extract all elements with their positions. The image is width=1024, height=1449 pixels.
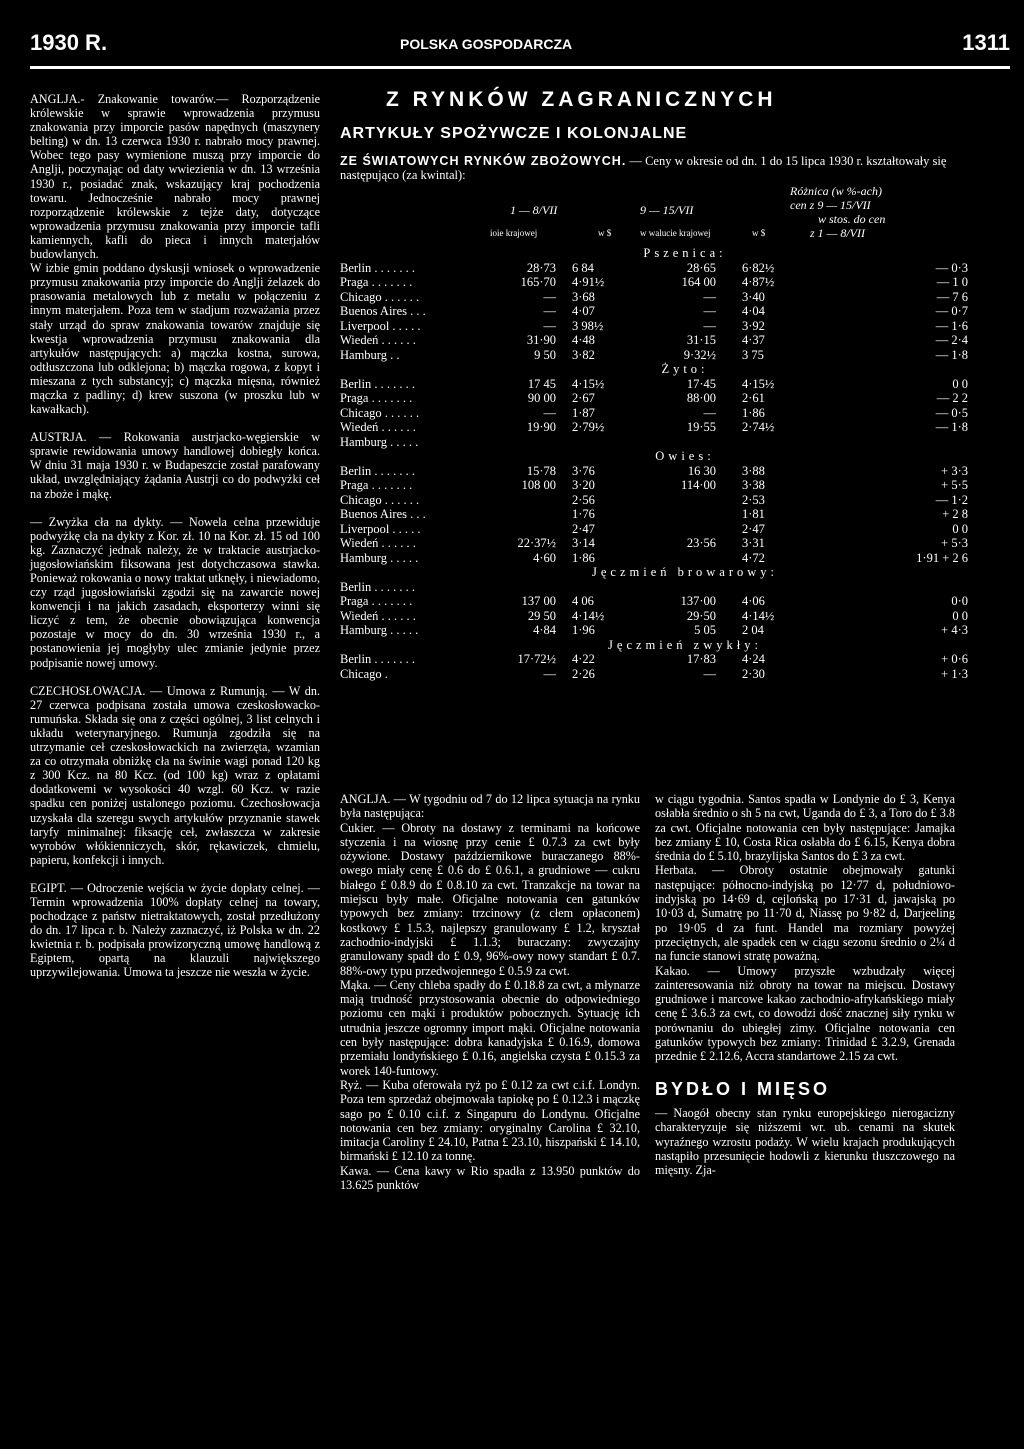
price-cell: 3·40 <box>742 289 765 304</box>
price-cell: — 1·6 <box>935 318 968 333</box>
price-cell: — <box>703 304 716 318</box>
price-cell: 2·74½ <box>742 420 775 434</box>
left-column <box>30 92 320 980</box>
price-cell <box>646 507 716 522</box>
table-row <box>340 507 990 522</box>
market-name: Chicago . . . . . . <box>340 492 420 507</box>
market-name: Wiedeń . . . . . . <box>340 333 416 347</box>
price-cell: 4·22 <box>572 652 595 666</box>
section-heading-cell: Pszenica: <box>643 246 727 260</box>
price-cell: 3·82 <box>572 347 595 362</box>
price-cell: 23·56 <box>686 536 716 550</box>
market-name: Praga . . . . . . . <box>340 391 413 405</box>
sub-local-1: ioie krajowej <box>490 228 538 238</box>
header-diff-2: cen z 9 — 15/VII <box>790 198 871 212</box>
price-cell: 0 0 <box>952 521 968 536</box>
table-row <box>340 420 990 435</box>
price-cell: 4·15½ <box>572 376 605 391</box>
price-cell: 17·72½ <box>517 652 556 666</box>
paragraph-czechoslowacja: CZECHOSŁOWACJA. — Umowa z Rumunją. — W dn. 27 czerwca podpisana została umowa czeskosłowacko-rumuńska. Składa się ona z części ogólnej, 3 list celnych i układu weterynaryjnego. Rumunja zgodziła się na utrzymanie ceł czeskosłowackich na zwierzęta, wzamian za co otrzymała obniżkę cła na świnie wagi ponad 120 kg z 300 Kcz. na 80 Kcz. (od 100 kg) wraz z opłatami dodatkowemi w wysokości 40 wzgl. 60 Kcz. w razie spadku cen poniżej ustalonego poziomu. Czechosłowacja uzyskała dla szeregu swych artykułów przyznanie stawek taryfy minimalnej: fiksację ceł, zwłaszcza w zakresie wyrobów włókienniczych, skór, rękawiczek, chmielu, papieru, konfekcji i innych. <box>30 683 320 867</box>
price-cell: — <box>543 304 556 318</box>
intro-text: — Ceny w okresie od dn. 1 do 15 lipca 1930 r. kształtowały się następująco (za kwintal): <box>340 154 947 182</box>
market-name: Liverpool . . . . . <box>340 521 421 536</box>
page-number: 1311 <box>962 30 1010 55</box>
price-cell: 15·78 <box>526 463 556 478</box>
paragraph-herbata: Herbata. — Obroty ostatnie obejmowały gatunki następujące: północno-indyjską po 12·77 d, południowo-indyjską po 14·69 d, cejlońską po 17·31 d, jawajską po 10·03 d, Sumatrę po 11·70 d, Niassę po 9·82 d, Darjeeling po 19·05 d za funt. Handel ma rozmiary powyżej przeciętnych, ale spadek cen w ciągu sezonu średnio o 2¼ d na funcie stanowi stratę poważną. <box>655 863 955 964</box>
table-section-heading <box>340 565 990 580</box>
table-section-heading <box>340 246 990 261</box>
price-cell: + 1·3 <box>941 666 968 681</box>
paragraph-anglja: ANGLJA.- Znakowanie towarów.— Rozporządzenie królewskie w sprawie wprowadzenia przymusu znakowania przy imporcie pasów napędnych (maszynery belting) w dn. 13 czerwca 1930 r. nabrało mocy prawnej. Wobec tego pasy wymienione muszą przy imporcie do Anglji, poczynając od daty wwiezienia w dn. 13 września 1930 r., posiadać znak, wskazujący kraj pochodzenia towaru. Jednocześnie nabrało mocy prawnej rozporządzenie królewskie z tejże daty, dotyczące wprowadzenia przymusu znakowania przy imporcie tafli kamiennych, kafli do pieca i innych materjałów budowlanych. <box>30 92 320 262</box>
paragraph-anglja-2: W izbie gmin poddano dyskusji wniosek o wprowadzenie przymusu znakowania przy imporcie do Anglji żelazek do prasowania metalowych lub z metalu w połączeniu z innym materjałem. Poza tem w stadjum rozważania przez stały urząd do spraw znakowania towarów znajduje się kwestja wprowadzenia przymusu znakowania dla artykułów następujących: a) mączka kostna, surowa, odtłuszczona lub odklejona; b) mączka rogowa, z kopyt i mieszana z tych substancyj; c) mączka mięsna, również mączka z padliny; d) krew suszona (w proszku lub w kawałkach). <box>30 261 320 417</box>
price-cell: 4·24 <box>742 652 765 666</box>
table-row <box>340 623 990 638</box>
market-name: Buenos Aires . . . <box>340 507 426 521</box>
market-name: Berlin . . . . . . . <box>340 463 415 478</box>
table-row <box>340 464 990 479</box>
header-rule <box>30 66 1010 69</box>
price-cell: 0 0 <box>952 608 968 623</box>
price-cell: — 2 2 <box>936 391 968 405</box>
price-cell: + 4·3 <box>941 623 968 637</box>
price-cell: 9·32½ <box>683 347 716 362</box>
price-cell: 4·07 <box>572 304 595 318</box>
middle-column <box>340 792 640 1192</box>
price-cell: 2·26 <box>572 666 595 681</box>
price-cell: — <box>703 289 716 304</box>
price-cell: + 0·6 <box>941 652 968 666</box>
price-cell <box>646 522 716 537</box>
price-cell: 2 04 <box>742 623 764 637</box>
market-name: Berlin . . . . . . . <box>340 376 415 391</box>
table-section-heading <box>340 638 990 653</box>
market-name: Wiedeń . . . . . . <box>340 420 416 434</box>
price-cell: — 7 6 <box>936 289 968 304</box>
table-row <box>340 667 990 682</box>
price-cell: 4·14½ <box>742 608 775 623</box>
price-cell: 17·45 <box>686 376 716 391</box>
price-cell: 4·72 <box>742 550 765 565</box>
price-cell: 165·70 <box>520 275 556 289</box>
price-cell: — 1·2 <box>935 492 968 507</box>
table-row <box>340 377 990 392</box>
price-cell: — <box>703 318 716 333</box>
table-section-heading <box>340 362 990 377</box>
price-cell <box>490 493 562 508</box>
price-cell: 4·87½ <box>742 275 775 289</box>
price-cell: 108 00 <box>521 478 556 492</box>
price-cell: 3·76 <box>572 463 595 478</box>
price-cell: 29 50 <box>527 608 556 623</box>
table-row <box>340 435 990 450</box>
price-cell: 17 45 <box>527 376 556 391</box>
header-journal: POLSKA GOSPODARCZA <box>400 36 573 52</box>
paragraph-egipt: EGIPT. — Odroczenie wejścia w życie dopłaty celnej. — Termin wprowadzenia 100% dopłaty celnej na towary, pochodzące z państw nietraktatowych, został przedłużony do dn. 17 lipca r. b. Należy zaznaczyć, iż Polska w dn. 22 kwietnia r. b. podpisała prowizoryczną umowę handlową z Egiptem, opartą na klauzuli największego uprzywilejowania. Umowa ta jeszcze nie weszła w życie. <box>30 880 320 980</box>
price-cell: 3·68 <box>572 289 595 304</box>
price-cell: 3·14 <box>572 536 595 550</box>
table-row <box>340 478 990 493</box>
price-cell: 0 0 <box>952 376 968 391</box>
price-cell: + 5·3 <box>941 536 968 550</box>
table-row <box>340 348 990 363</box>
price-cell: 1·81 <box>742 507 765 521</box>
section-subtitle: ARTYKUŁY SPOŻYWCZE I KOLONJALNE <box>340 125 688 142</box>
price-cell: 3·88 <box>742 463 765 478</box>
price-cell: 137 00 <box>521 594 556 608</box>
market-name: Hamburg . . . . . <box>340 550 419 565</box>
market-name: Hamburg . . . . . <box>340 623 419 637</box>
sub-usd-2: w $ <box>752 228 766 238</box>
price-cell: 1·86 <box>742 405 765 420</box>
price-cell: — 2·4 <box>935 333 968 347</box>
price-cell: 1·91 + 2 6 <box>916 550 968 565</box>
table-row <box>340 522 990 537</box>
table-section-heading <box>340 449 990 464</box>
price-cell: 28·65 <box>686 260 716 275</box>
price-cell: 29·50 <box>686 608 716 623</box>
paragraph-ryz: Ryż. — Kuba oferowała ryż po £ 0.12 za cwt c.i.f. Londyn. Poza tem sprzedaż obejmowała tapiokę po £ 0.12.3 i mączkę sago po £ 0.10 c.i.f. z Singapuru do Londynu. Oficjalne notowania cen bez zmiany: oryginalny Carolina £ 32.10, imitacja Caroliny £ 24.10, Patna £ 23.10, hiszpański £ 14.10, birmański £ 12.10 za tonnę. <box>340 1077 640 1164</box>
table-header <box>340 184 990 244</box>
price-cell <box>562 435 646 450</box>
table-row <box>340 275 990 290</box>
price-cell <box>820 435 990 450</box>
section-intro <box>340 154 980 182</box>
price-cell: 4·06 <box>742 594 765 608</box>
price-cell: 3 75 <box>742 347 764 362</box>
right-column <box>655 792 955 1177</box>
paragraph-kakao: Kakao. — Umowy przyszłe wzbudzały więcej zainteresowania niż obroty na towar na miejscu. Dostawy grudniowe i marcowe kakao zachodnio-afrykańskiego miały cenę £ 3.6.3 za cwt, co dowodzi dość znacznej siły rynku w porównaniu do ubiegłej zimy. Oficjalne notowania cen gatunków typowych bez zmiany: Trinidad £ 3.2.9, Grenada przednie £ 2.12.6, Accra standartowe 2.15 za cwt. <box>655 963 955 1064</box>
price-cell <box>646 580 716 595</box>
paragraph-meat: — Naogół obecny stan rynku europejskiego nierogacizny charakteryzuje się niższemi wr. ub. cenami na skutek wyraźnego wzrostu podaży. W wielu krajach produkujących nastąpiło przesunięcie hodowli z kierunku tłuszczowego na mięsny. Zja- <box>655 1105 955 1178</box>
price-cell: 3·92 <box>742 318 765 333</box>
market-name: Chicago . . . . . . <box>340 405 420 420</box>
market-name: Chicago . . . . . . <box>340 289 420 304</box>
price-cell: 2·47 <box>572 521 595 536</box>
price-cell: 28·73 <box>526 260 556 275</box>
header-diff-4: z 1 — 8/VII <box>810 226 865 240</box>
price-cell: 3·38 <box>742 478 765 492</box>
paragraph-cukier: Cukier. — Obroty na dostawy z terminami na końcowe styczenia i na wiosnę przy cenie £ 0.7.3 za cwt były ożywione. Dostawy październikowe buraczanego 88%-owego miały cenę £ 0.6 do £ 0.6.1, a grudniowe — cukru białego £ 0.8.9 do £ 0.8.10 za cwt. Tranzakcje na towar na miejscu były małe. Oficjalne notowania cen gatunków typowych bez zmiany: trzcinowy (z cłem opłaconem) kostkowy £ 1.5.3, najlepszy granulowany £ 1.2, kryształ zachodnio-indyjski £ 1.1.3; buraczany: zwyczajny granulowany spadł do £ 0.9, 96%-owy nowy standart £ 0.7. 88%-owy typu przedwojennego £ 0.5.9 za cwt. <box>340 820 640 978</box>
table-row <box>340 594 990 609</box>
table-row <box>340 493 990 508</box>
price-cell: 2·79½ <box>572 420 605 434</box>
price-cell: 3·31 <box>742 536 765 550</box>
price-cell <box>716 435 820 450</box>
intro-head: ZE ŚWIATOWYCH RYNKÓW ZBOŻOWYCH. <box>340 154 627 168</box>
table-row <box>340 304 990 319</box>
section-heading-cell: Żyto: <box>661 362 709 376</box>
paragraph-austrja-dykty: — Zwyżka cła na dykty. — Nowela celna przewiduje podwyżkę cła na dykty z Kor. zł. 10 na Kor. zł. 15 od 100 kg. Zaznaczyć jednak należy, że w traktacie austrjacko-jugosłowiańskim fiksowana jest dotychczasowa stawka. Ponieważ rokowania o nowy traktat utknęły, i niewiadomo, czy rząd jugosłowiański zgodzi się na zawarcie nowej konwencji i na jakich zasadach, eksporterzy winni się liczyć z tem, że obecnie obowiązująca konwencja pozostaje w mocy do dn. 30 września 1930 r., a postanowienia jej mogłyby ulec zmianie jedynie przez podpisanie nowej umowy. <box>30 514 320 670</box>
price-cell: 6 84 <box>572 260 594 275</box>
price-cell: 19·55 <box>686 420 716 434</box>
price-cell: 6·82½ <box>742 260 775 275</box>
price-cell: 22·37½ <box>517 536 556 550</box>
price-cell <box>490 522 562 537</box>
price-cell: 1·96 <box>572 623 595 637</box>
price-cell: 5 05 <box>694 623 716 637</box>
table-row <box>340 652 990 667</box>
market-name: Praga . . . . . . . <box>340 478 413 492</box>
price-cell <box>562 580 646 595</box>
market-name: Chicago . <box>340 666 388 681</box>
table-row <box>340 290 990 305</box>
price-cell: — 0·3 <box>935 260 968 275</box>
price-cell: — 1·8 <box>935 420 968 434</box>
price-cell: 4·60 <box>533 550 556 565</box>
table-row <box>340 391 990 406</box>
section-heading-cell: Jęczmień zwykły: <box>608 637 762 652</box>
price-cell: 3·20 <box>572 478 595 492</box>
header-diff: Różnica (w %-ach) <box>790 184 882 198</box>
market-name: Berlin . . . . . . . <box>340 652 415 666</box>
price-cell: 2·56 <box>572 492 595 507</box>
price-cell: 2·30 <box>742 666 765 681</box>
market-name: Praga . . . . . . . <box>340 594 413 608</box>
sub-local-2: w walucie krajowej <box>640 228 711 238</box>
price-cell: — <box>543 405 556 420</box>
market-name: Berlin . . . . . . . <box>340 579 415 594</box>
price-cell: 1·76 <box>572 507 595 521</box>
table-row <box>340 536 990 551</box>
price-cell: 16 30 <box>687 463 716 478</box>
price-cell: 4·04 <box>742 304 765 318</box>
price-cell: 4·37 <box>742 333 765 347</box>
price-cell: 4·91½ <box>572 275 605 289</box>
price-cell <box>490 435 562 450</box>
section-title: Z RYNKÓW ZAGRANICZNYCH <box>386 88 777 111</box>
price-cell: 4·15½ <box>742 376 775 391</box>
section-heading-cell: Owies: <box>655 449 715 463</box>
price-cell: 4·14½ <box>572 608 605 623</box>
price-cell: — <box>703 666 716 681</box>
price-cell: — 0·5 <box>935 405 968 420</box>
table-row <box>340 580 990 595</box>
market-name: Buenos Aires . . . <box>340 304 426 318</box>
price-cell <box>646 493 716 508</box>
paragraph-austrja: AUSTRJA. — Rokowania austrjacko-węgierskie w sprawie rewidowania umowy handlowej dobiegły końca. W dniu 31 maja 1930 r. w Budapeszcie został parafowany układ, uwzględniający żądania Austrji co do podwyżki ceł na zboże i mąkę. <box>30 430 320 501</box>
price-cell <box>490 507 562 522</box>
market-name: Liverpool . . . . . <box>340 318 421 333</box>
price-cell: 17·83 <box>686 652 716 666</box>
price-cell <box>716 580 820 595</box>
page-header <box>30 30 1010 64</box>
price-cell: — 0·7 <box>935 304 968 318</box>
paragraph-anglja-market: ANGLJA. — W tygodniu od 7 do 12 lipca sytuacja na rynku była następująca: <box>340 792 640 821</box>
market-name: Berlin . . . . . . . <box>340 260 415 275</box>
price-cell <box>490 580 562 595</box>
price-cell: 4·84 <box>533 623 556 637</box>
table-row <box>340 319 990 334</box>
price-cell: 31·15 <box>686 333 716 347</box>
market-name: Hamburg . . <box>340 347 400 362</box>
price-cell <box>646 551 716 566</box>
paragraph-maka: Mąka. — Ceny chleba spadły do £ 0.18.8 za cwt, a młynarze mają trudność przystosowania obecnie do odpowiedniego poziomu cen mąki i produktów pobocznych. Sytuację ich utrudnia jeszcze ogromny import mąki. Oficjalne notowania cen były następujące: dobra kanadyjska £ 0.16.9, domowa przemiału londyńskiego £ 0.16, angielska czysta £ 0.15.3 za worek 140-funtowy. <box>340 977 640 1078</box>
header-period-2: 9 — 15/VII <box>640 203 694 217</box>
market-name: Hamburg . . . . . <box>340 434 419 449</box>
price-cell: 1·86 <box>572 550 595 565</box>
market-name: Wiedeń . . . . . . <box>340 608 416 623</box>
price-cell: 0·0 <box>951 594 968 608</box>
table-row <box>340 406 990 421</box>
price-cell: — <box>543 666 556 681</box>
price-cell: 137·00 <box>680 594 716 608</box>
price-cell: 9 50 <box>534 347 556 362</box>
header-period-1: 1 — 8/VII <box>510 203 558 217</box>
section-heading-cell: Jęczmień browarowy: <box>591 565 779 579</box>
price-cell: — 1·8 <box>935 347 968 362</box>
price-cell: + 2 8 <box>942 507 968 521</box>
price-cell: 2·61 <box>742 391 765 405</box>
price-cell: — <box>543 318 556 333</box>
price-cell: 1·87 <box>572 405 595 420</box>
price-cell: 31·90 <box>526 333 556 347</box>
price-cell: 2·53 <box>742 492 765 507</box>
paragraph-kawa-cont: w ciągu tygodnia. Santos spadła w Londynie do £ 3, Kenya osłabła średnio o sh 5 na cwt, Uganda do £ 3, a Toro do £ 3.8 za cwt. Oficjalne notowania cen były następujące: Jamajka bez zmiany £ 10, Costa Rica osłabła do £ 6.15, Kenya dobra średnia do £ 5.10, brazylijska Santos do £ 3 za cwt. <box>655 792 955 864</box>
market-name: Wiedeń . . . . . . <box>340 536 416 550</box>
market-name: Praga . . . . . . . <box>340 275 413 289</box>
price-cell: 4·48 <box>572 333 595 347</box>
paragraph-kawa: Kawa. — Cena kawy w Rio spadła z 13.950 punktów do 13.625 punktów <box>340 1163 640 1193</box>
price-cell: 19·90 <box>526 420 556 434</box>
price-cell: 4 06 <box>572 594 594 608</box>
sub-usd-1: w $ <box>598 228 612 238</box>
price-cell: 90 00 <box>527 391 556 405</box>
price-cell: + 5·5 <box>941 478 968 492</box>
price-cell: — <box>703 405 716 420</box>
price-cell: 164 00 <box>681 275 716 289</box>
meat-title: BYDŁO I MIĘSO <box>655 1078 831 1099</box>
table-row <box>340 333 990 348</box>
price-cell <box>820 580 990 595</box>
price-cell: — 1 0 <box>936 275 968 289</box>
price-cell: 2·67 <box>572 391 595 405</box>
header-year: 1930 R. <box>30 30 108 55</box>
price-table <box>340 246 990 681</box>
price-cell: 114·00 <box>681 478 716 492</box>
table-row <box>340 261 990 276</box>
price-cell: 88·00 <box>686 391 716 405</box>
table-row <box>340 551 990 566</box>
price-cell: — <box>543 289 556 304</box>
price-cell: + 3·3 <box>941 463 968 478</box>
table-row <box>340 609 990 624</box>
price-cell: 3 98½ <box>572 318 604 333</box>
header-diff-3: w stos. do cen <box>818 212 886 226</box>
price-cell <box>646 435 716 450</box>
price-cell: 2·47 <box>742 521 765 536</box>
